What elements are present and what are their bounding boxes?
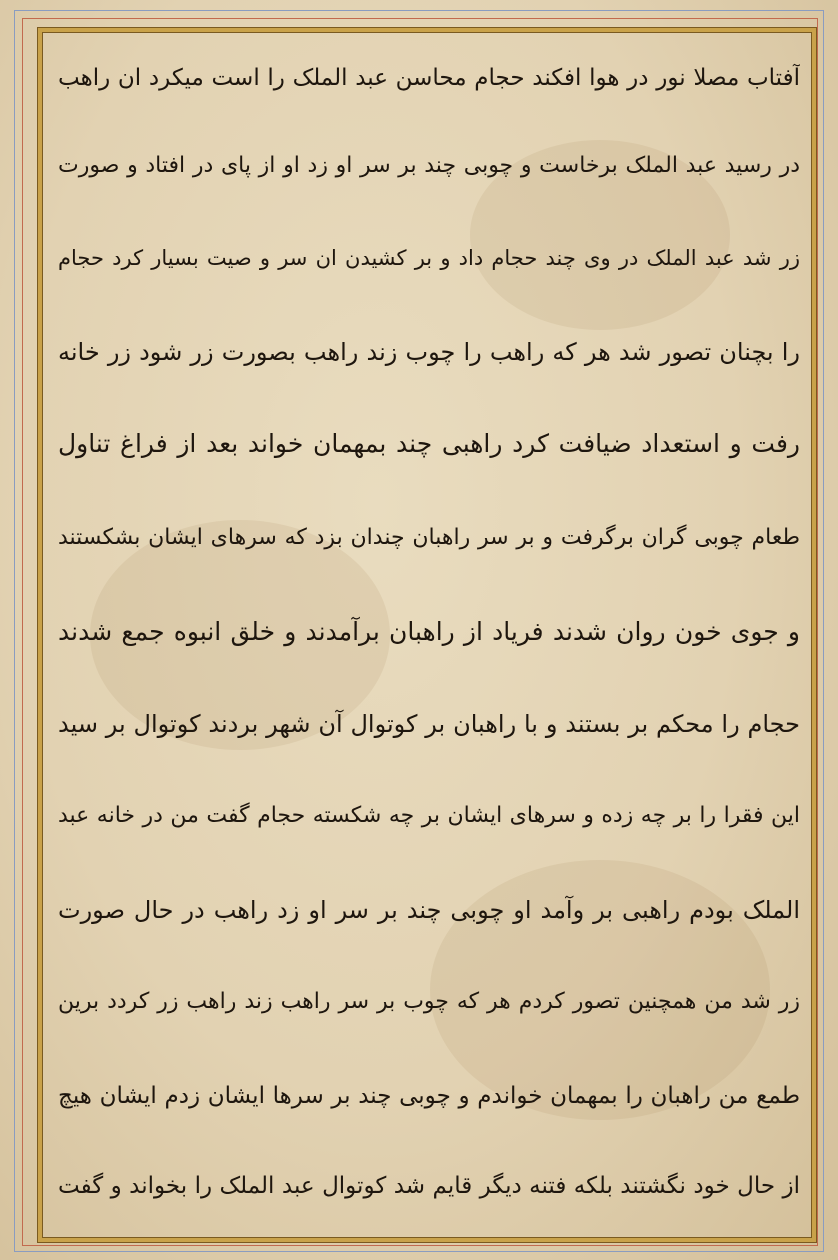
text-line: حجام را محکم بر بستند و با راهبان بر کوتوال آن شهر بردند کوتوال بر سید (58, 710, 800, 738)
text-line: الملک بودم راهبی بر وآمد او چوبی چند بر سر او زد راهب در حال صورت (58, 896, 800, 924)
text-line: در رسید عبد الملک برخاست و چوبی چند بر سر او زد او از پای در افتاد و صورت (58, 153, 800, 178)
text-line: این فقرا را بر چه زده و سرهای ایشان بر چه شکسته حجام گفت من در خانه عبد (58, 803, 800, 828)
text-line: آفتاب مصلا نور در هوا افکند حجام محاسن عبد الملک را است میکرد ان راهب (58, 65, 800, 91)
text-line: زر شد عبد الملک در وی چند حجام داد و بر کشیدن ان سر و صیت بسیار کرد حجام (58, 246, 800, 270)
text-line: زر شد من همچنین تصور کردم هر که چوب بر سر راهب زند راهب زر کردد برین (58, 989, 800, 1014)
text-line: طمع من راهبان را بمهمان خواندم و چوبی چند بر سرها ایشان زدم ایشان هیچ (58, 1083, 800, 1109)
text-block (58, 48, 800, 1228)
text-line: رفت و استعداد ضیافت کرد راهبی چند بمهمان خواند بعد از فراغ تناول (58, 429, 800, 458)
text-line: و جوی خون روان شدند فریاد از راهبان برآمدند و خلق انبوه جمع شدند (58, 617, 800, 646)
text-line: طعام چوبی گران برگرفت و بر سر راهبان چندان بزد که سرهای ایشان بشکستند (58, 525, 800, 550)
text-line: را بچنان تصور شد هر که راهب را چوب زند راهب بصورت زر شود زر خانه (58, 338, 800, 366)
text-line: از حال خود نگشتند بلکه فتنه دیگر قایم شد کوتوال عبد الملک را بخواند و گفت (58, 1173, 800, 1199)
